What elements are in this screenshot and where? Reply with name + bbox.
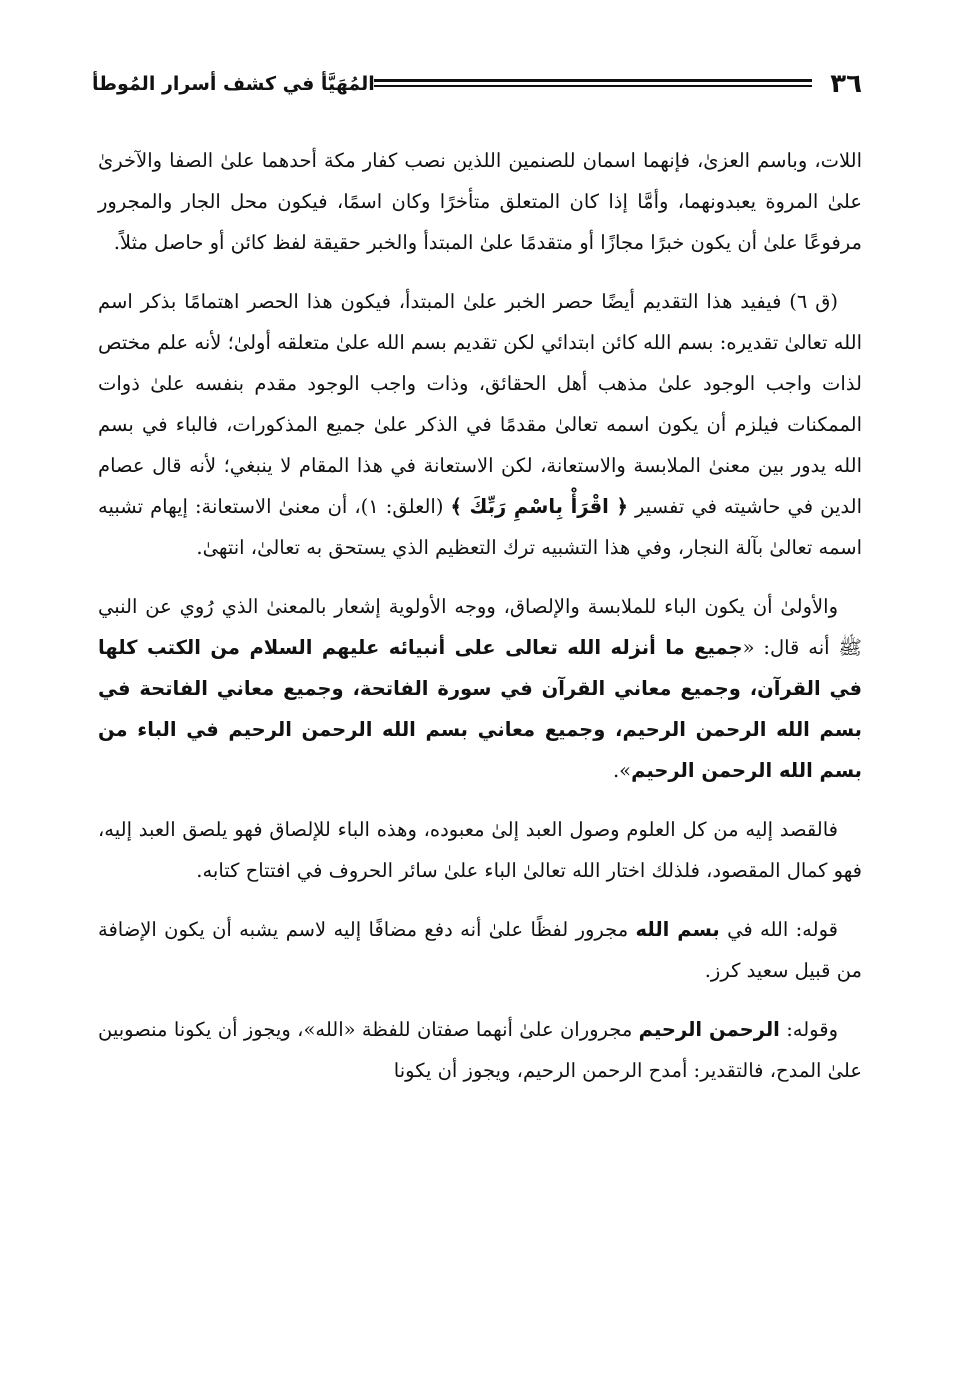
text-run: (ق ٦) فيفيد هذا التقديم أيضًا حصر الخبر علىٰ المبتدأ، فيكون هذا الحصر اهتمامًا بذكر اسم الله تعالىٰ تقديره: بسم الله كائن ابتدائي لكن تقديم بسم الله علىٰ متعلقه أولىٰ؛ لأنه علم مختص لذات واجب الوجود علىٰ مذهب أهل الحقائق، وذات واجب الوجود مقدم بنفسه علىٰ ذوات الممكنات فيلزم أن يكون اسمه تعالىٰ مقدمًا في الذكر علىٰ جميع المذكورات، فالباء في بسم الله يدور بين معنىٰ الملابسة والاستعانة، لكن الاستعانة في هذا المقام لا ينبغي؛ لأنه قال عصام الدين في حاشيته في تفسير [98,290,862,518]
text-run: فالقصد إليه من كل العلوم وصول العبد إلىٰ معبوده، وهذه الباء للإلصاق فهو يلصق العبد إليه، فهو كمال المقصود، فلذلك اختار الله تعالىٰ الباء علىٰ سائر الحروف في افتتاح كتابه. [98,818,862,882]
bold-text-run: جميع ما أنزله الله تعالى على أنبيائه عليهم السلام من الكتب كلها في القرآن، وجميع معاني القرآن في سورة الفاتحة، وجميع معاني الفاتحة في بسم الله الرحمن الرحيم، وجميع معاني بسم الله الرحمن الرحيم في الباء من بسم الله الرحمن الرحيم [98,636,862,782]
text-run: مجرور لفظًا علىٰ أنه دفع مضافًا إليه لاسم يشبه أن يكون الإضافة من قبيل سعيد كرز. [98,918,862,982]
paragraph-4 [98,809,862,891]
page-header [92,64,862,104]
text-run: قوله: الله في [719,918,838,941]
text-run: وقوله: [779,1018,838,1041]
running-title: المُهَيَّأ في كشف أسرار المُوطأ [92,73,375,95]
bold-text-run: بسم الله [635,918,720,941]
text-run: ». [612,759,632,782]
page-body [98,140,862,1109]
text-run: والأولىٰ أن يكون الباء للملابسة والإلصاق، ووجه الأولوية إشعار بالمعنىٰ الذي رُوي عن النبي ﷺ أنه قال: « [98,595,862,659]
paragraph-2 [98,281,862,568]
bold-text-run: الرحمن الرحيم [638,1018,780,1041]
bold-text-run: ﴿ اقْرَأْ بِاسْمِ رَبِّكَ ﴾ [450,495,628,518]
text-run: مجروران علىٰ أنهما صفتان للفظة «الله»، ويجوز أن يكونا منصوبين علىٰ المدح، فالتقدير: أمدح الرحمن الرحيم، ويجوز أن يكونا [98,1018,862,1082]
page-number: ٣٦ [830,69,862,99]
paragraph-1 [98,140,862,263]
paragraph-6 [98,1009,862,1091]
text-run: (العلق: ١)، أن معنىٰ الاستعانة: إيهام تشبيه اسمه تعالىٰ بآلة النجار، وفي هذا التشبيه ترك التعظيم الذي يستحق به تعالىٰ، انتهىٰ. [98,495,862,559]
paragraph-3 [98,586,862,791]
header-rule [374,79,812,87]
paragraph-5 [98,909,862,991]
text-run: اللات، وباسم العزىٰ، فإنهما اسمان للصنمين اللذين نصب كفار مكة أحدهما علىٰ الصفا والآخرىٰ علىٰ المروة يعبدونهما، وأمَّا إذا كان المتعلق متأخرًا وكان اسمًا، فيكون محل الجار والمجرور مرفوعًا علىٰ أن يكون خبرًا مجازًا أو متقدمًا علىٰ المبتدأ والخبر حقيقة لفظ كائن أو حاصل مثلاً. [98,149,862,254]
